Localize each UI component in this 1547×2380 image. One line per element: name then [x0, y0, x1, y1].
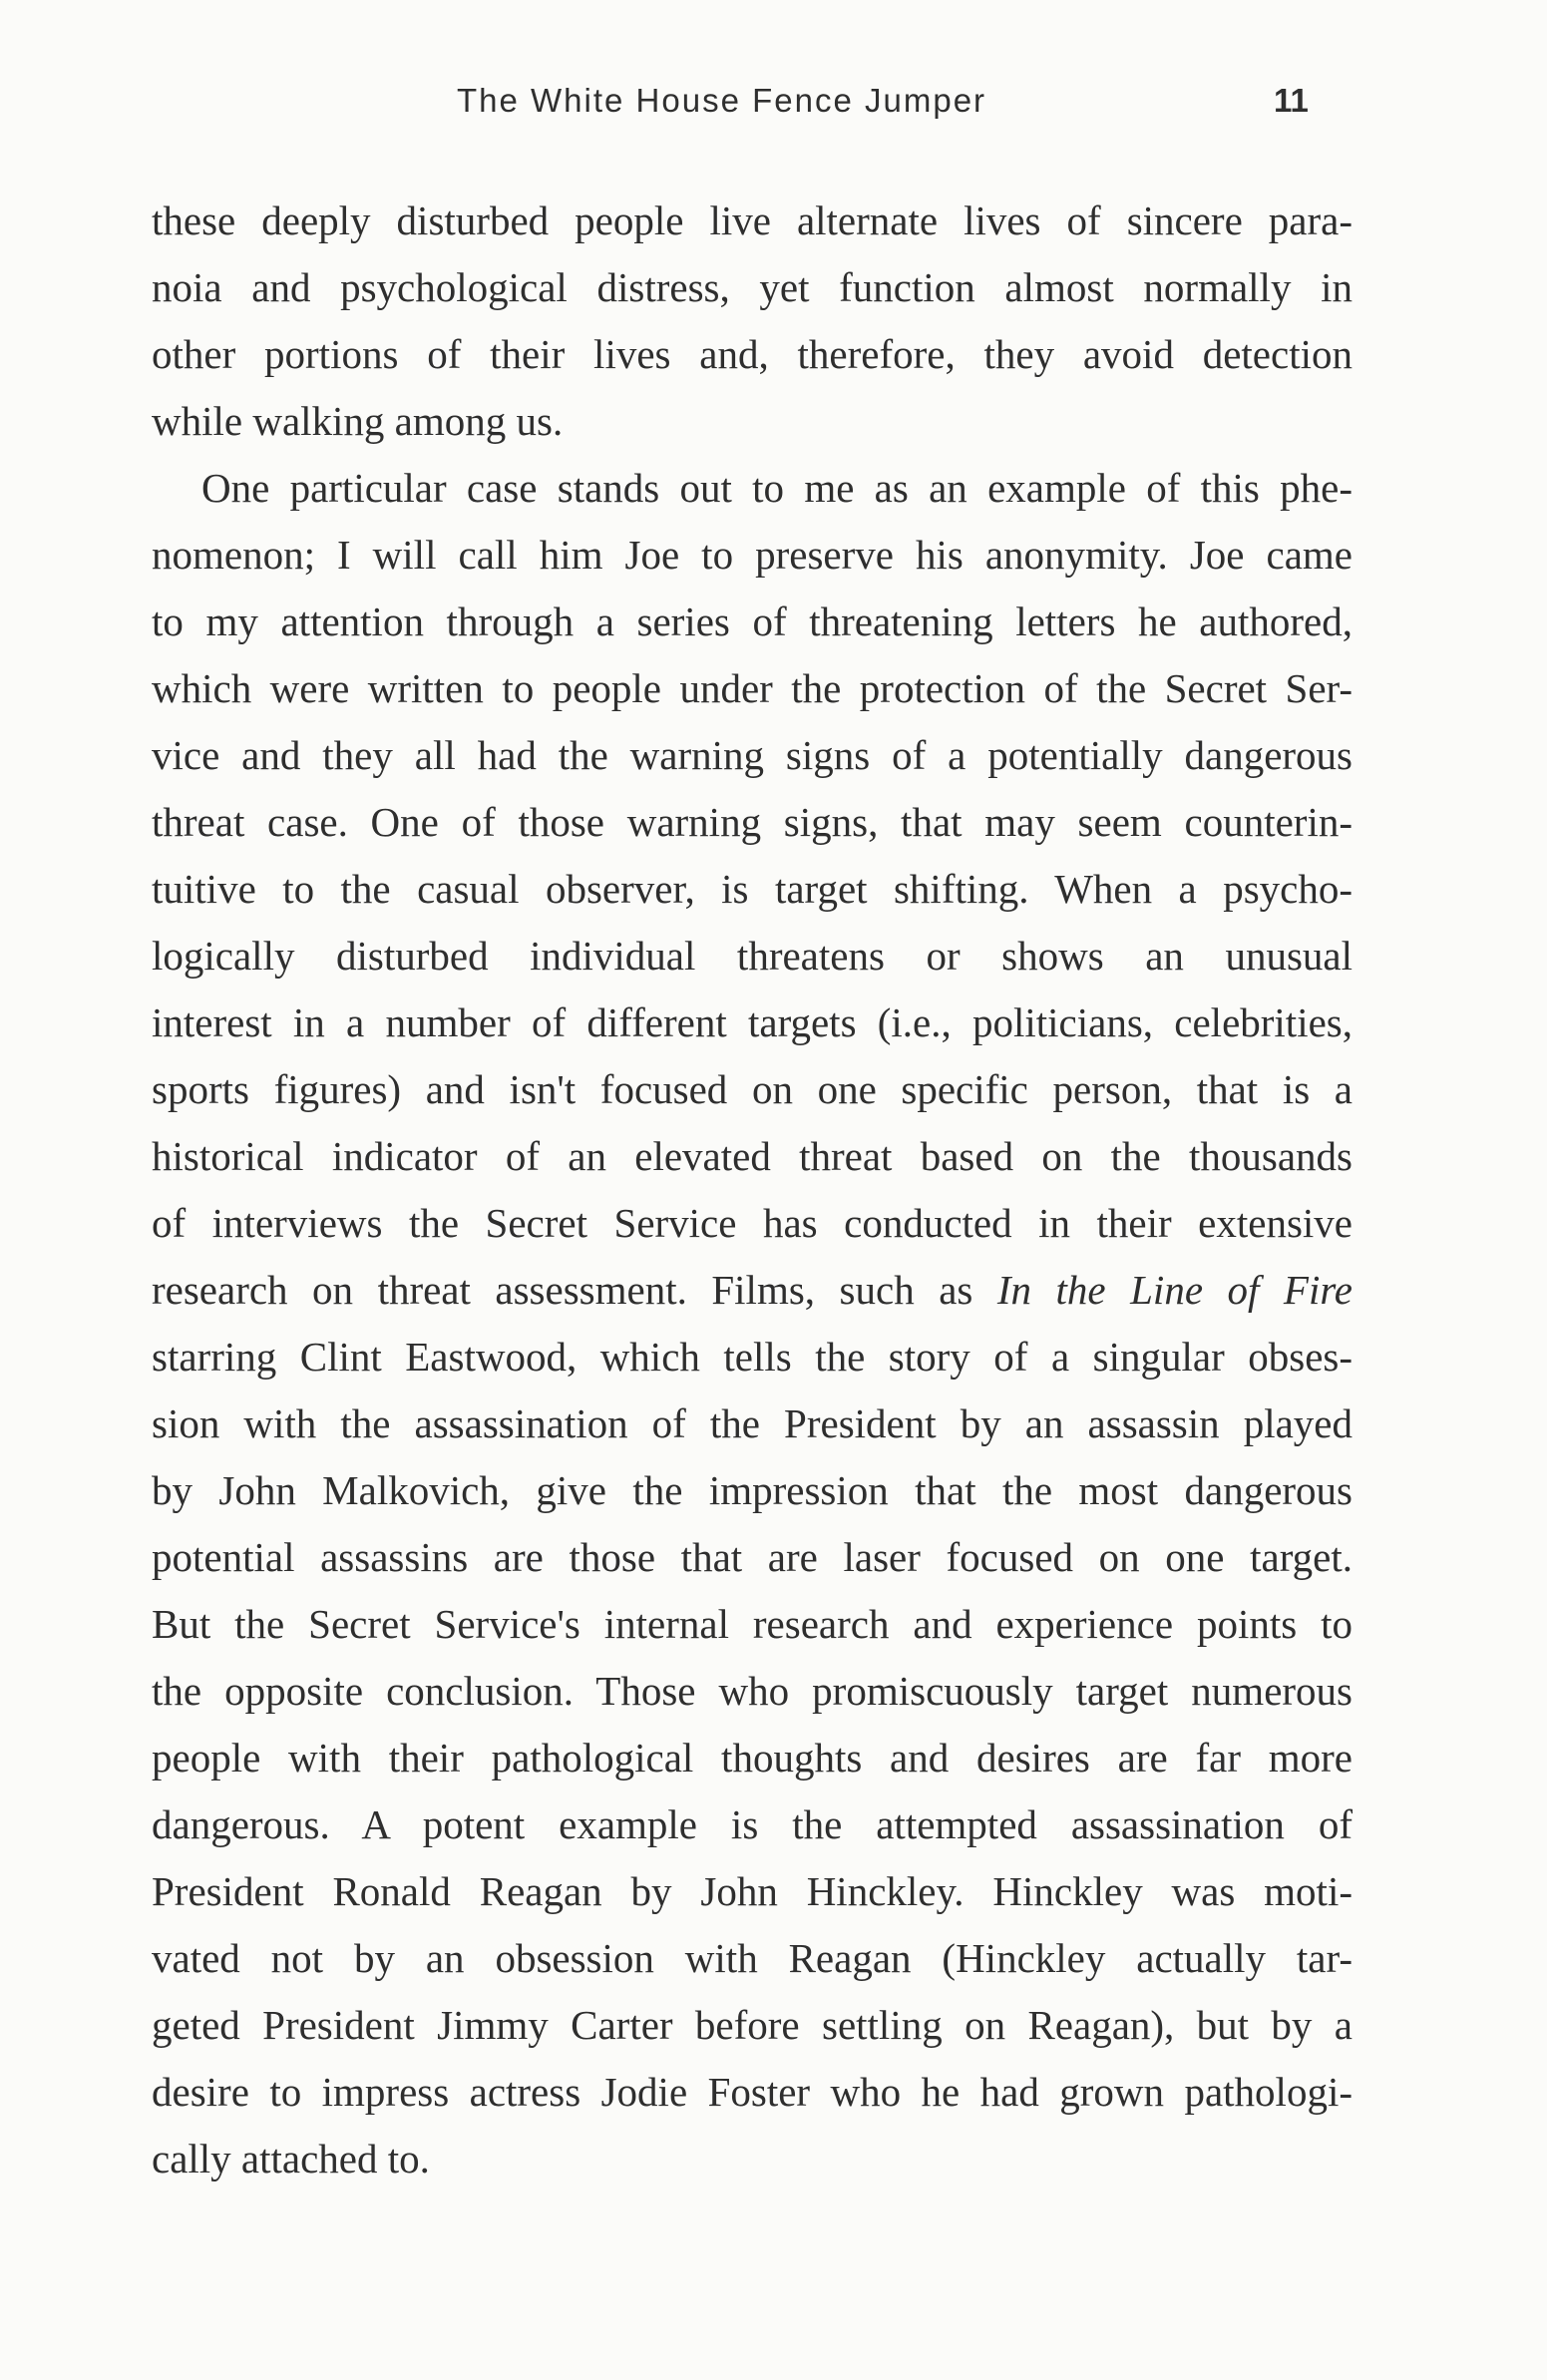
text-line: of interviews the Secret Service has conducted in their extensive: [152, 1200, 1353, 1246]
text-line: which were written to people under the protection of the Secret Ser-: [152, 665, 1353, 711]
text-line: people with their pathological thoughts and desires are far more: [152, 1735, 1353, 1781]
text-line: threat case. One of those warning signs, that may seem counterin-: [152, 799, 1353, 845]
text-line: sports figures) and isn't focused on one specific person, that is a: [152, 1066, 1353, 1112]
body-text: [152, 188, 1353, 2192]
text-line: interest in a number of different targets (i.e., politicians, celebrities,: [152, 999, 1353, 1045]
text-line: But the Secret Service's internal research and experience points to: [152, 1601, 1353, 1647]
text-line: to my attention through a series of threatening letters he authored,: [152, 598, 1353, 644]
text-line: vated not by an obsession with Reagan (Hinckley actually tar-: [152, 1935, 1353, 1981]
text-line: other portions of their lives and, therefore, they avoid detection: [152, 331, 1353, 377]
text-line: geted President Jimmy Carter before settling on Reagan), but by a: [152, 2002, 1353, 2048]
text-line: potential assassins are those that are laser focused on one target.: [152, 1534, 1353, 1580]
text-line: dangerous. A potent example is the attempted assassination of: [152, 1801, 1353, 1847]
text-line: historical indicator of an elevated threat based on the thousands: [152, 1133, 1353, 1179]
text-line: sion with the assassination of the President by an assassin played: [152, 1400, 1353, 1446]
running-title: The White House Fence Jumper: [457, 82, 987, 119]
text-line: cally attached to.: [152, 2136, 430, 2182]
text-line: One particular case stands out to me as an example of this phe-: [201, 465, 1353, 511]
text-line: these deeply disturbed people live alternate lives of sincere para-: [152, 198, 1353, 243]
text-segment: research on threat assessment. Films, such as: [152, 1267, 997, 1313]
text-line: nomenon; I will call him Joe to preserve his anonymity. Joe came: [152, 532, 1353, 578]
text-line: vice and they all had the warning signs of a potentially dangerous: [152, 732, 1353, 778]
text-line: by John Malkovich, give the impression that the most dangerous: [152, 1467, 1353, 1513]
text-line: starring Clint Eastwood, which tells the story of a singular obses-: [152, 1334, 1353, 1380]
film-title: In the Line of Fire: [996, 1267, 1353, 1313]
text-line: President Ronald Reagan by John Hinckley. Hinckley was moti-: [152, 1868, 1353, 1914]
text-line: logically disturbed individual threatens or shows an unusual: [152, 933, 1353, 979]
running-head: [0, 82, 1547, 132]
page-number: 11: [1274, 82, 1309, 119]
text-line: tuitive to the casual observer, is target shifting. When a psycho-: [152, 866, 1353, 912]
text-line: desire to impress actress Jodie Foster who he had grown pathologi-: [152, 2069, 1353, 2115]
text-line: while walking among us.: [152, 398, 564, 444]
text-line: the opposite conclusion. Those who promiscuously target numerous: [152, 1668, 1353, 1714]
text-line: noia and psychological distress, yet function almost normally in: [152, 264, 1353, 310]
text-line-with-italic: [152, 1257, 1353, 1324]
